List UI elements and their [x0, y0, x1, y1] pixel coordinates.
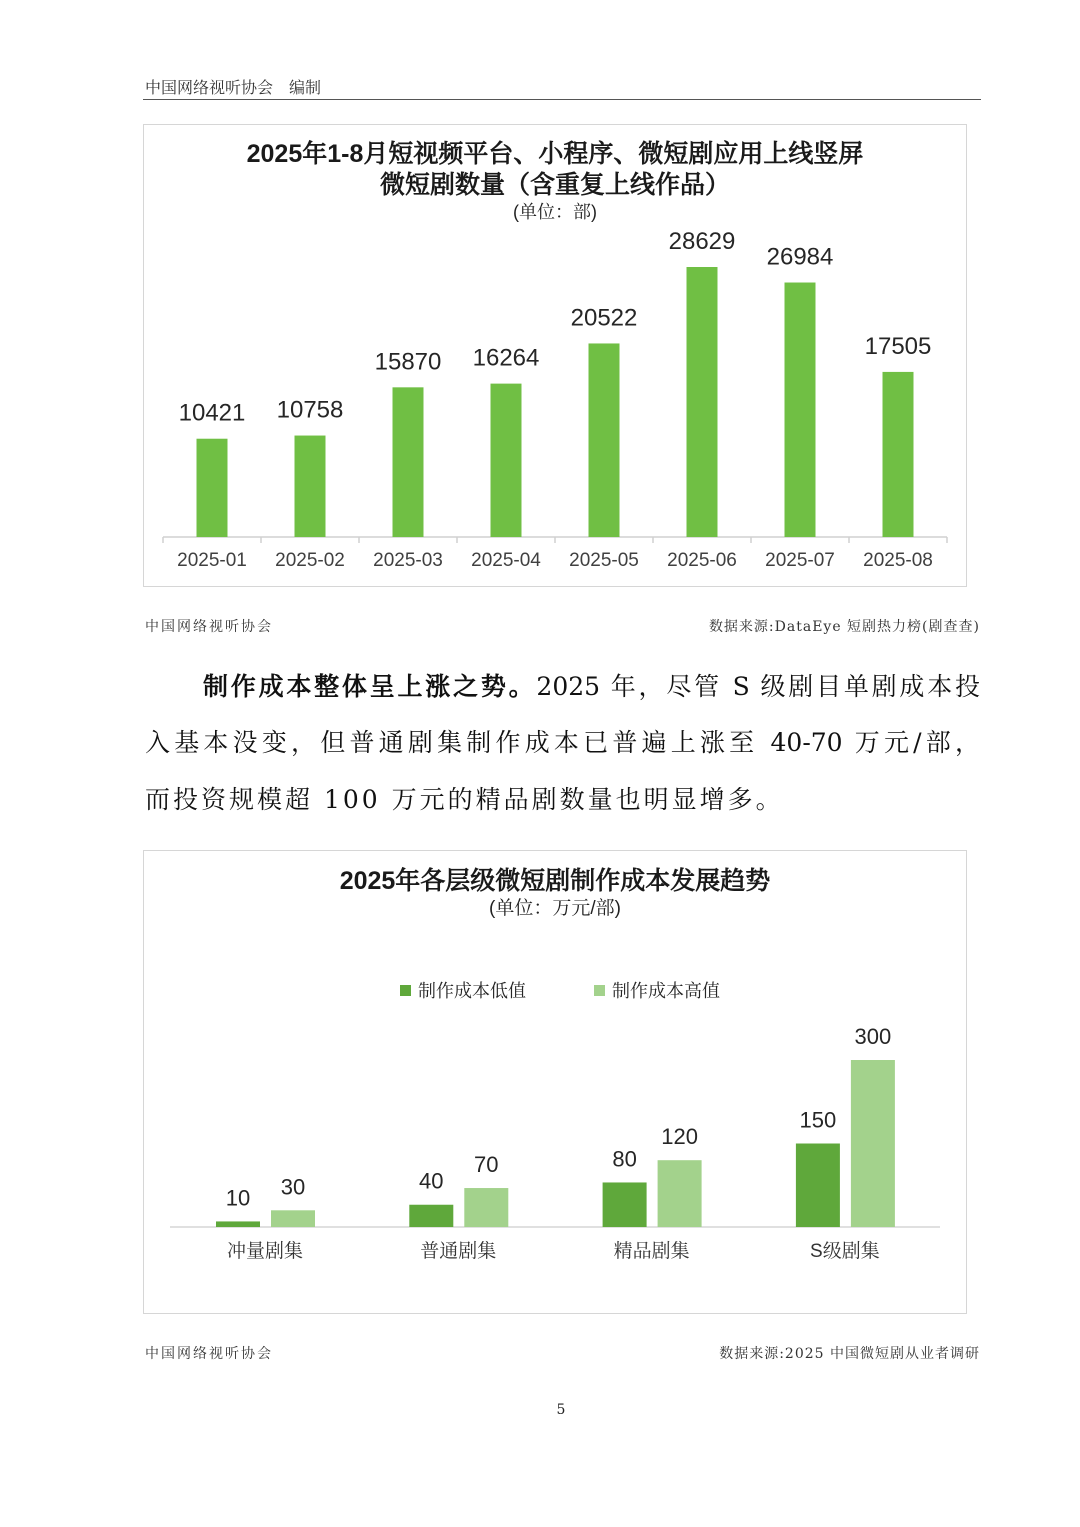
figure-credit: 中国网络视听协会 [145, 1346, 273, 1362]
bar-冲量剧集-制作成本低值 [216, 1221, 260, 1227]
data-label-2025-04: 16264 [472, 344, 540, 372]
bar-普通剧集-制作成本低值 [409, 1205, 453, 1227]
header-rule [143, 99, 981, 100]
x-tick-label-冲量剧集: 冲量剧集 [226, 1241, 304, 1262]
figure-source: 数据来源:DataEye 短剧热力榜(剧查查) [708, 619, 980, 635]
x-tick-label-S级剧集: S级剧集 [810, 1241, 880, 1262]
data-label-S级剧集-制作成本低值: 150 [799, 1107, 837, 1133]
bar-2025-08 [883, 372, 914, 537]
bar-精品剧集-制作成本高值 [658, 1160, 702, 1227]
x-tick-label-2025-01: 2025-01 [177, 550, 247, 571]
data-label-普通剧集-制作成本低值: 40 [419, 1168, 444, 1194]
x-tick-label-2025-08: 2025-08 [863, 550, 933, 571]
paragraph-lead: 制作成本整体呈上涨之势。 [203, 672, 537, 701]
legend-label-low: 制作成本低值 [418, 981, 526, 1001]
bar-2025-03 [393, 387, 424, 537]
x-tick-label-2025-07: 2025-07 [765, 550, 835, 571]
page-header: 中国网络视听协会 编制 [145, 78, 322, 97]
data-label-冲量剧集-制作成本低值: 10 [225, 1185, 251, 1211]
chart-subtitle: (单位：万元/部) [489, 898, 621, 919]
bar-2025-05 [589, 343, 620, 537]
bar-精品剧集-制作成本低值 [603, 1182, 647, 1227]
bar-2025-07 [785, 283, 816, 537]
bar-S级剧集-制作成本高值 [851, 1060, 895, 1227]
grouped-bar-chart-plot [143, 850, 967, 1314]
data-label-2025-05: 20522 [570, 304, 638, 332]
x-tick-label-2025-02: 2025-02 [275, 550, 345, 571]
chart-title-line-2: 微短剧数量（含重复上线作品） [379, 171, 730, 199]
data-label-2025-07: 26984 [766, 243, 834, 271]
bar-2025-01 [197, 439, 228, 537]
x-tick-label-2025-04: 2025-04 [471, 550, 541, 571]
bar-2025-02 [295, 436, 326, 537]
paragraph-text: 2025 年，尽管 S 级剧目单剧成本投 [536, 672, 980, 701]
bar-S级剧集-制作成本低值 [796, 1144, 840, 1228]
figure-credit: 中国网络视听协会 [145, 619, 273, 635]
x-tick-label-精品剧集: 精品剧集 [613, 1241, 690, 1262]
legend-label-high: 制作成本高值 [612, 981, 720, 1001]
data-label-2025-06: 28629 [668, 228, 736, 255]
data-label-精品剧集-制作成本高值: 120 [661, 1124, 698, 1150]
page-number: 5 [556, 1402, 566, 1418]
chart-monthly-releases [143, 124, 967, 587]
x-tick-label-2025-03: 2025-03 [373, 550, 443, 571]
figure-source: 数据来源:2025 中国微短剧从业者调研 [719, 1346, 980, 1362]
bar-普通剧集-制作成本高值 [464, 1188, 508, 1227]
x-tick-label-普通剧集: 普通剧集 [420, 1241, 497, 1262]
chart-subtitle: (单位：部) [513, 202, 597, 222]
chart-title-line-1: 2025年1-8月短视频平台、小程序、微短剧应用上线竖屏 [246, 140, 864, 168]
data-label-冲量剧集-制作成本高值: 30 [280, 1174, 306, 1200]
bar-冲量剧集-制作成本高值 [271, 1210, 315, 1227]
x-tick-label-2025-06: 2025-06 [667, 550, 737, 571]
data-label-2025-08: 17505 [864, 332, 932, 360]
data-label-普通剧集-制作成本高值: 70 [474, 1152, 499, 1178]
chart-title: 2025年各层级微短剧制作成本发展趋势 [339, 867, 771, 895]
data-label-2025-02: 10758 [276, 396, 344, 424]
data-label-2025-03: 15870 [374, 348, 442, 376]
paragraph-line-2: 入基本没变，但普通剧集制作成本已普遍上涨至 40-70 万元/部， [145, 728, 980, 757]
chart-cost-trend [143, 850, 967, 1314]
paragraph-line-3: 而投资规模超 100 万元的精品剧数量也明显增多。 [145, 785, 784, 814]
bar-2025-06 [687, 267, 718, 537]
bar-chart-plot [143, 124, 967, 587]
data-label-2025-01: 10421 [178, 399, 246, 427]
bar-2025-04 [491, 384, 522, 537]
data-label-精品剧集-制作成本低值: 80 [612, 1146, 637, 1172]
x-tick-label-2025-05: 2025-05 [569, 550, 639, 571]
paragraph-line-1 [203, 670, 980, 704]
data-label-S级剧集-制作成本高值: 300 [854, 1024, 892, 1049]
